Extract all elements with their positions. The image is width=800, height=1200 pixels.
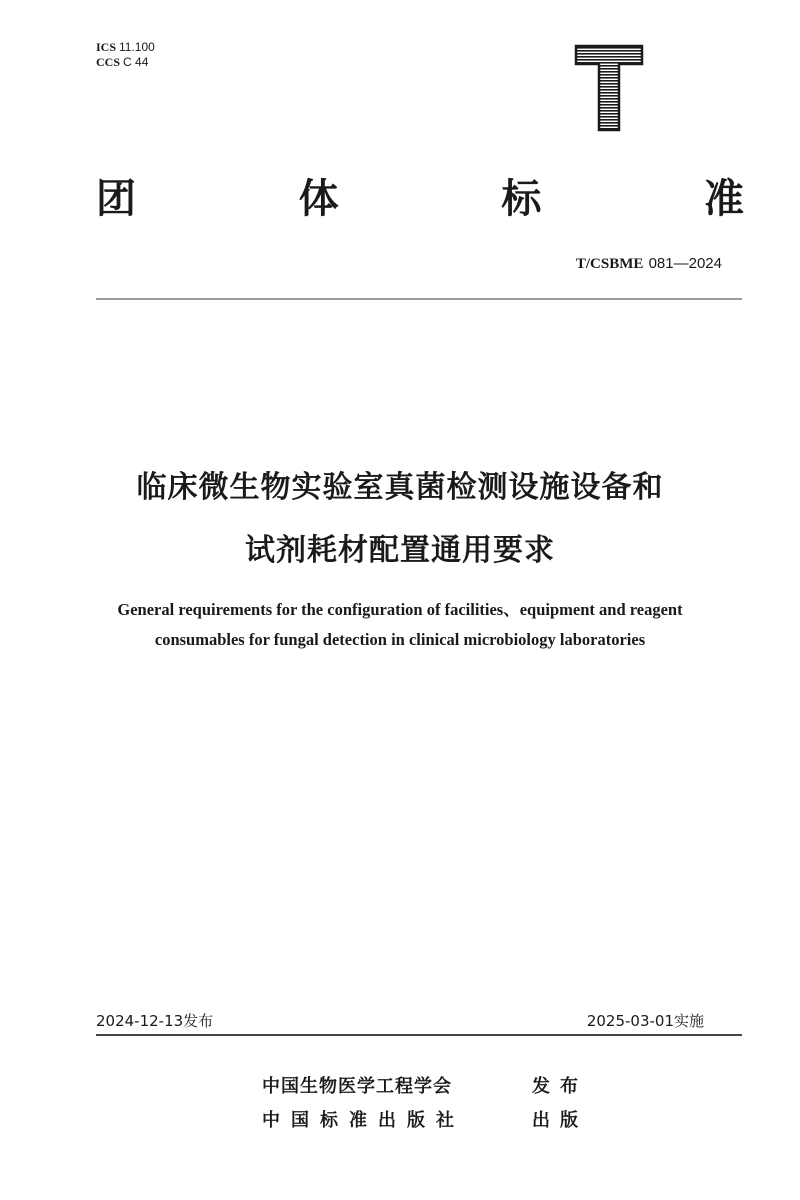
implementation-date: 2025-03-01实施 — [586, 1012, 704, 1030]
standard-number-prefix: T/CSBME — [575, 256, 644, 272]
standard-type-char: 准 — [703, 176, 744, 222]
title-cn-line1: 临床微生物实验室真菌检测设施设备和 — [136, 470, 664, 505]
title-en-line1: General requirements for the configuration of facilities、equipment and reagent — [117, 600, 683, 619]
footer-divider — [96, 1034, 742, 1036]
ics-label: ICS — [96, 40, 117, 54]
ccs-label: CCS — [96, 55, 121, 69]
issue-date: 2024-12-13发布 — [96, 1012, 214, 1030]
standard-type-char: 团 — [96, 176, 136, 222]
standard-number — [576, 254, 722, 273]
standard-type-char: 体 — [298, 176, 339, 222]
title-en-line2: consumables for fungal detection in clinical microbiology laboratories — [154, 630, 646, 649]
ccs-value: C 44 — [123, 55, 149, 69]
press-action: 出版 — [532, 1110, 588, 1131]
standard-number-value: 081—2024 — [648, 255, 722, 272]
standard-type-char: 标 — [501, 176, 542, 222]
ccs-code — [96, 55, 155, 70]
ics-value: 11.100 — [119, 40, 155, 54]
classification-codes — [96, 40, 155, 70]
issuer-action: 发布 — [532, 1076, 588, 1097]
header-divider — [96, 298, 742, 300]
category-t-logo — [574, 44, 644, 132]
issuer-name: 中国生物医学工程学会 — [262, 1076, 452, 1097]
title-cn-line2: 试剂耗材配置通用要求 — [245, 533, 555, 568]
ics-code — [96, 40, 155, 55]
press-name: 中国标准出版社 — [262, 1110, 465, 1131]
standard-type — [96, 176, 744, 222]
